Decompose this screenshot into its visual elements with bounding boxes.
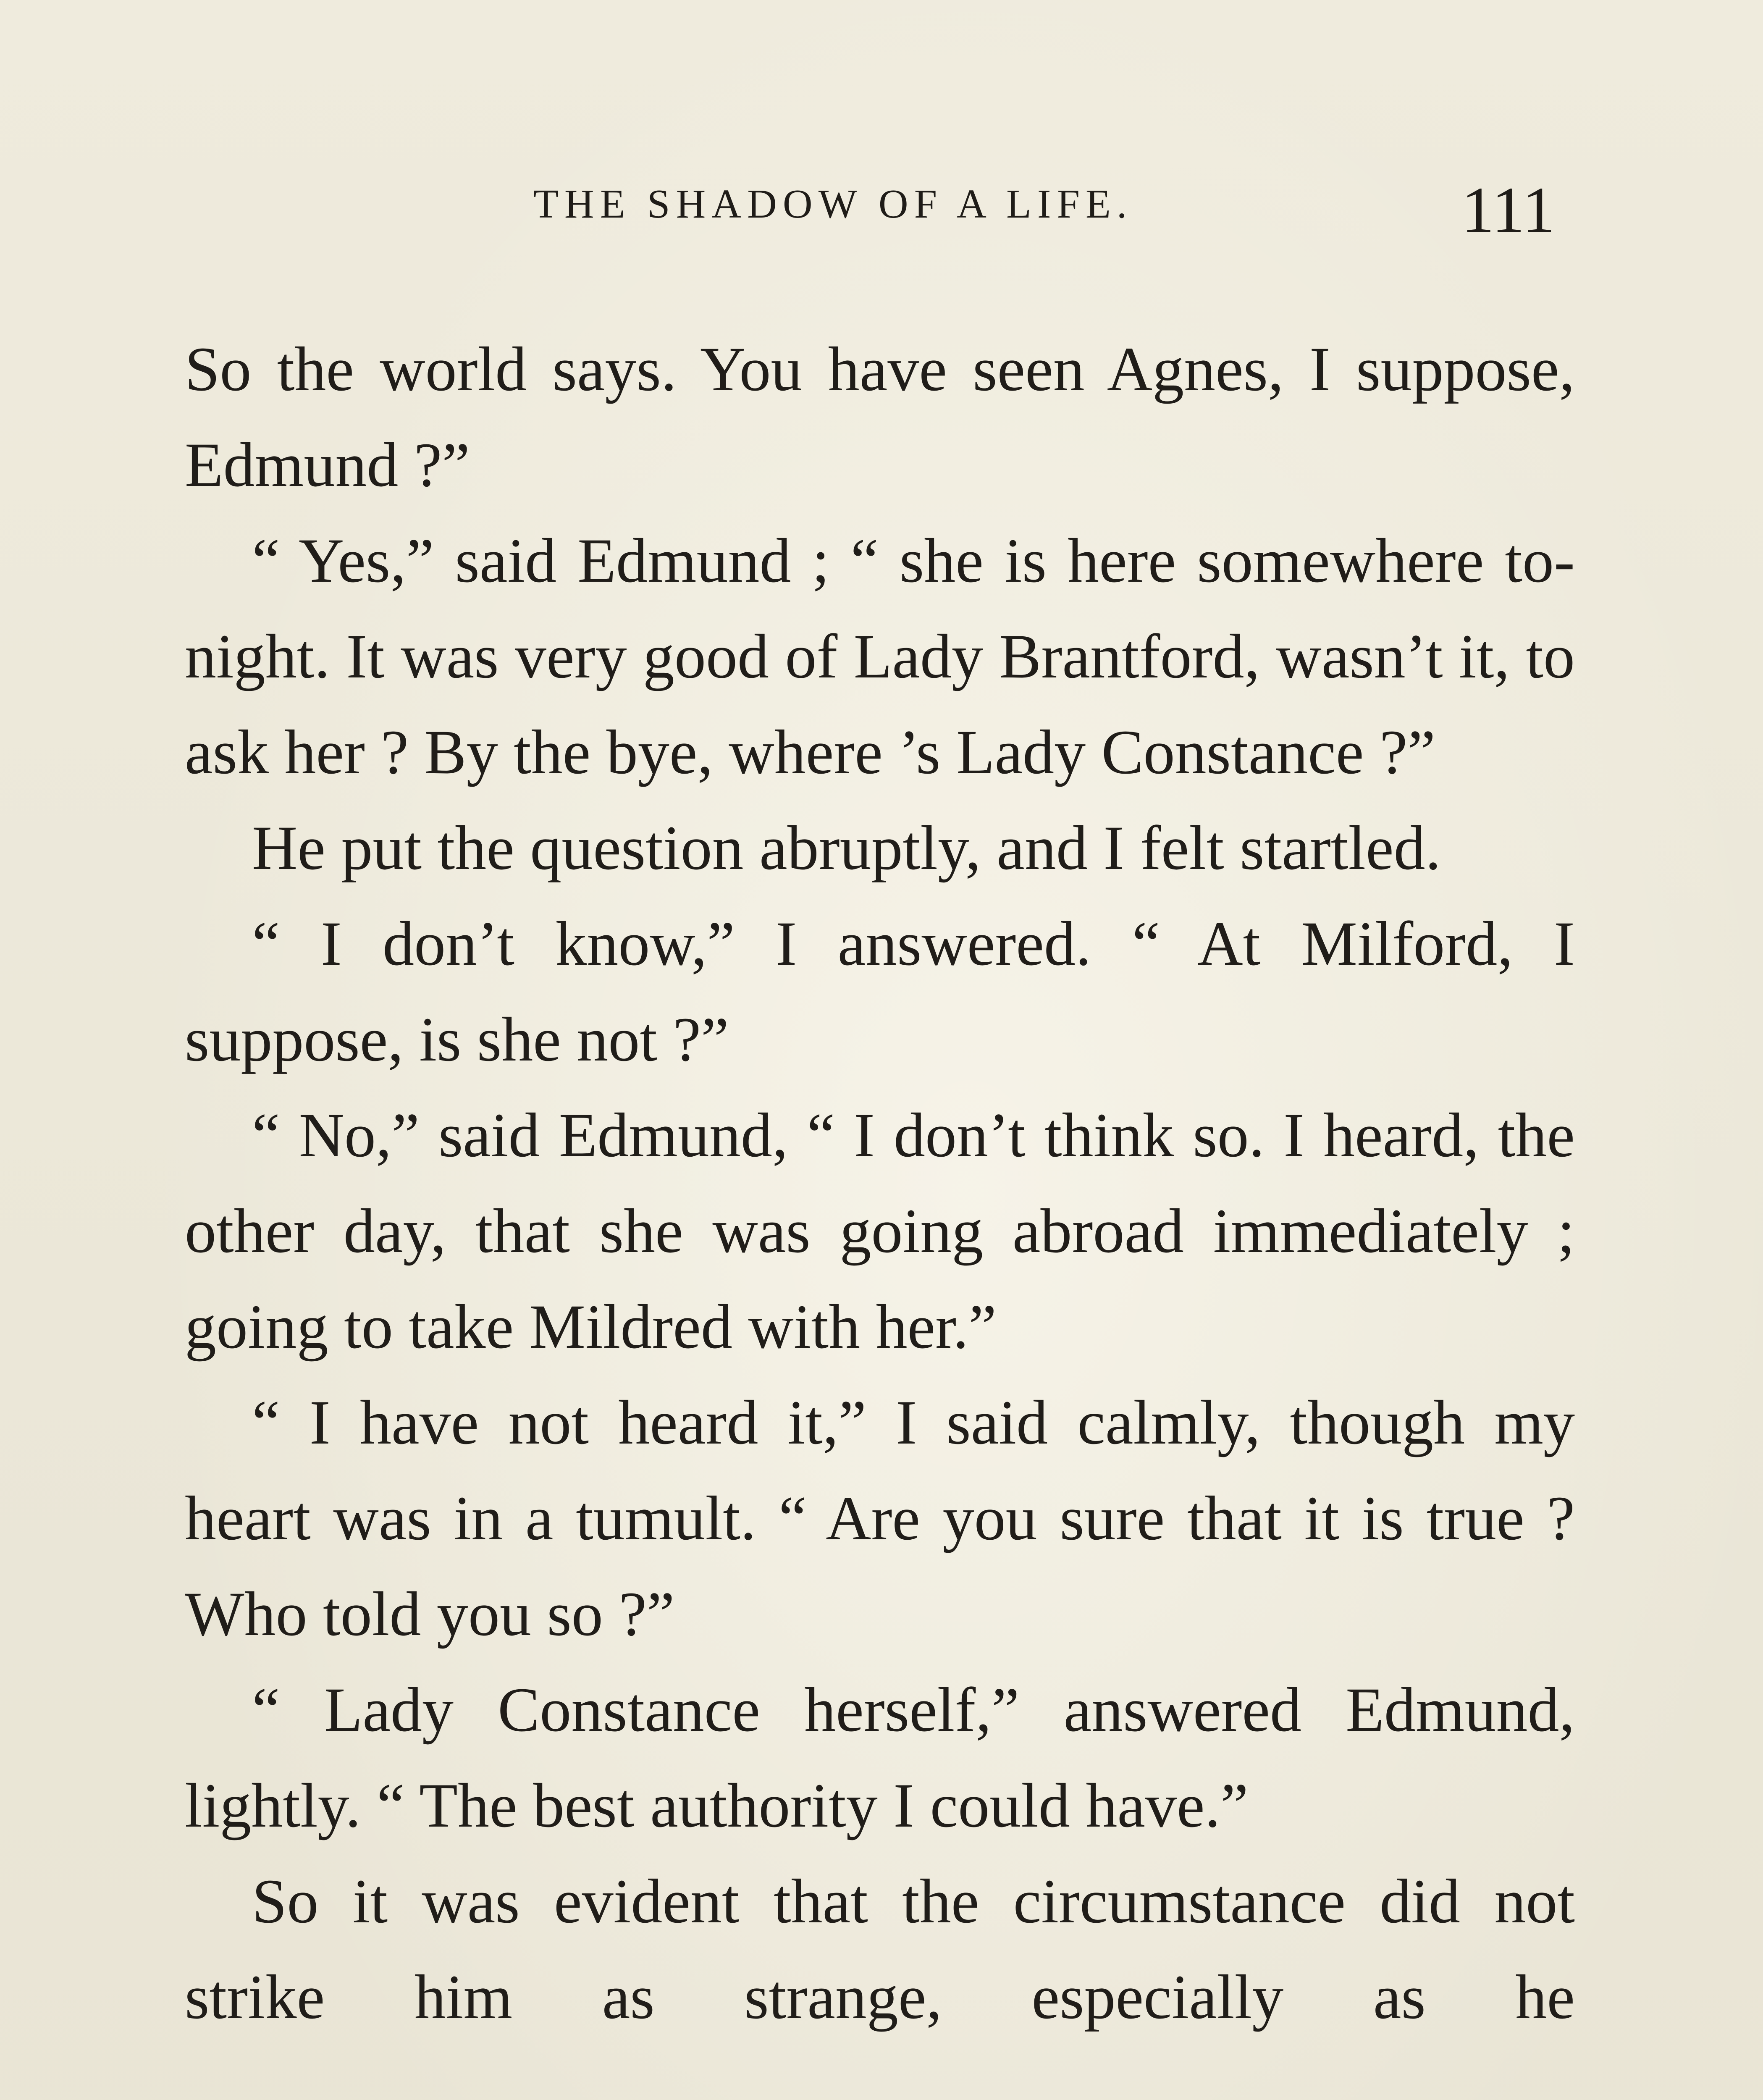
paragraph-3: He put the question abruptly, and I felt startled. <box>252 813 1441 883</box>
paragraph-2: “ Yes,” said Edmund ; “ she is here somewhere to-night. It was very good of Lady Brantford, wasn’t it, to ask her ? By the bye, where ’s Lady Constance ?” <box>185 526 1575 787</box>
body-text <box>185 321 1575 2045</box>
paragraph-8: So it was evident that the circumstance did not strike him as strange, especially as he <box>185 1866 1575 2032</box>
paragraph-4: “ I don’t know,” I answered. “ At Milford, I suppose, is she not ?” <box>185 909 1575 1074</box>
paragraph-5: “ No,” said Edmund, “ I don’t think so. I heard, the other day, that she was going abroad immediately ; going to take Mildred with her.” <box>185 1100 1575 1362</box>
paragraph-7: “ Lady Constance herself,” answered Edmund, lightly. “ The best authority I could have.” <box>185 1675 1575 1840</box>
running-title: THE SHADOW OF A LIFE. <box>533 181 1133 227</box>
paragraph-1: So the world says. You have seen Agnes, I suppose, Edmund ?” <box>185 334 1575 500</box>
paragraph-6: “ I have not heard it,” I said calmly, though my heart was in a tumult. “ Are you sure that it is true ? Who told you so ?” <box>185 1388 1575 1649</box>
page-number: 111 <box>1461 173 1555 246</box>
